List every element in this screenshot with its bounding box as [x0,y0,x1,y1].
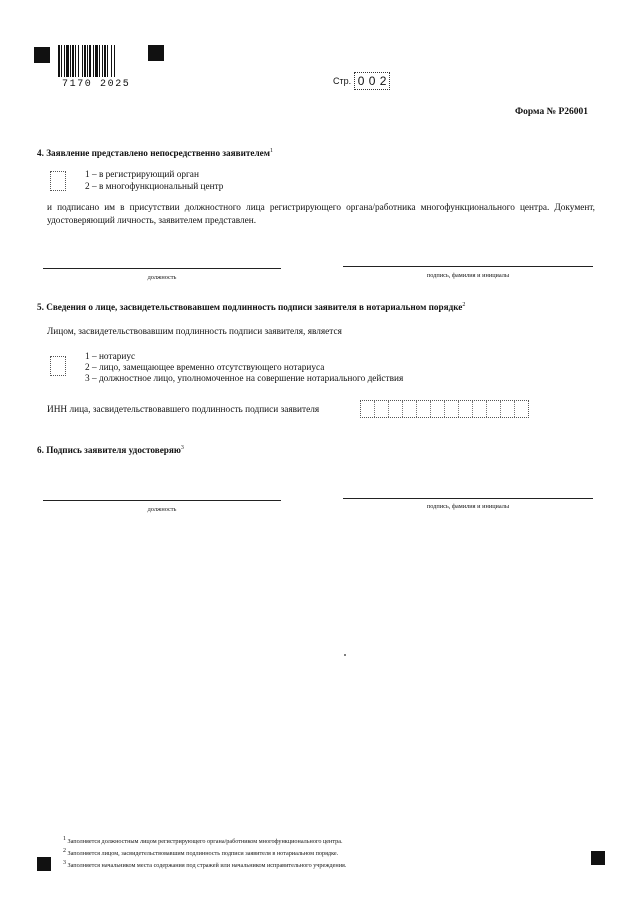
footnote-3: $^3$ Заполняется начальником места содержания под стражей или начальником исправительного учреждения. [63,860,347,870]
section6-signature-caption: подпись, фамилия и инициалы [426,503,510,510]
inn-label: ИНН лица, засвидетельствовавшего подлинность подписи заявителя [47,405,320,415]
section4-checkbox[interactable] [50,171,66,191]
barcode-number: 7170 2025 [62,79,131,90]
inn-cell[interactable] [389,401,403,417]
section4-position-line[interactable] [43,268,281,269]
footnote-ref: 3 [180,445,184,451]
footnote-ref: 2 [462,302,466,308]
inn-cell[interactable] [501,401,515,417]
section5-intro: Лицом, засвидетельствовавшим подлинность подписи заявителя, является [47,327,342,337]
inn-cell[interactable] [515,401,528,417]
footnote-2: $^2$ Заполняется лицом, засвидетельствовавшим подлинность подписи заявителя в нотариальном порядке. [63,848,339,858]
page-digit: 0 [357,74,365,88]
page-digit: 0 [368,74,376,88]
footnote-1: $^1$ Заполняется должностным лицом регистрирующего органа/работником многофункционального центра. [63,836,343,846]
section5-title: 5. Сведения о лице, засвидетельствовавшем подлинность подписи заявителя в нотариальном порядке$^2$ [37,302,466,313]
section6-position-line[interactable] [43,500,281,501]
inn-cell[interactable] [417,401,431,417]
inn-cell[interactable] [445,401,459,417]
corner-marker-bottom-right [591,851,605,865]
inn-cell[interactable] [473,401,487,417]
inn-cell[interactable] [361,401,375,417]
section4-signature-line[interactable] [343,266,593,267]
form-number: Форма № Р26001 [515,107,589,117]
inn-cell[interactable] [403,401,417,417]
inn-cell[interactable] [487,401,501,417]
section4-paragraph: и подписано им в присутствии должностного лица регистрирующего органа/работника многофункционального центра. Документ, удостоверяющий личность, заявителем представлен. [47,203,595,226]
corner-marker-bottom-left [37,857,51,871]
section5-checkbox[interactable] [50,356,66,376]
section6-title: 6. Подпись заявителя удостоверяю$^3$ [37,445,184,456]
footnote-ref: 1 [269,148,273,154]
inn-cell[interactable] [459,401,473,417]
page-label: Стр. [333,76,352,86]
section5-option-3: 3 – должностное лицо, уполномоченное на совершение нотариального действия [85,374,404,384]
section4-title: 4. Заявление представлено непосредственно заявителем$^1$ [37,148,273,159]
inn-input[interactable] [360,400,529,418]
section6-signature-line[interactable] [343,498,593,499]
section5-option-2: 2 – лицо, замещающее временно отсутствующего нотариуса [85,363,325,373]
section5-option-1: 1 – нотариус [85,352,136,362]
barcode [58,45,140,77]
page-digit: 2 [379,74,387,88]
section4-position-caption: должность [147,274,177,281]
scan-dot [344,654,346,656]
section4-option-1: 1 – в регистрирующий орган [85,170,199,180]
section4-signature-caption: подпись, фамилия и инициалы [426,272,510,279]
page-number [333,72,390,90]
page-number-cells [354,72,390,90]
inn-cell[interactable] [431,401,445,417]
inn-cell[interactable] [375,401,389,417]
corner-marker-top-right [148,45,164,61]
section4-option-2: 2 – в многофункциональный центр [85,182,224,192]
section6-position-caption: должность [147,506,177,513]
corner-marker-top-left [34,47,50,63]
